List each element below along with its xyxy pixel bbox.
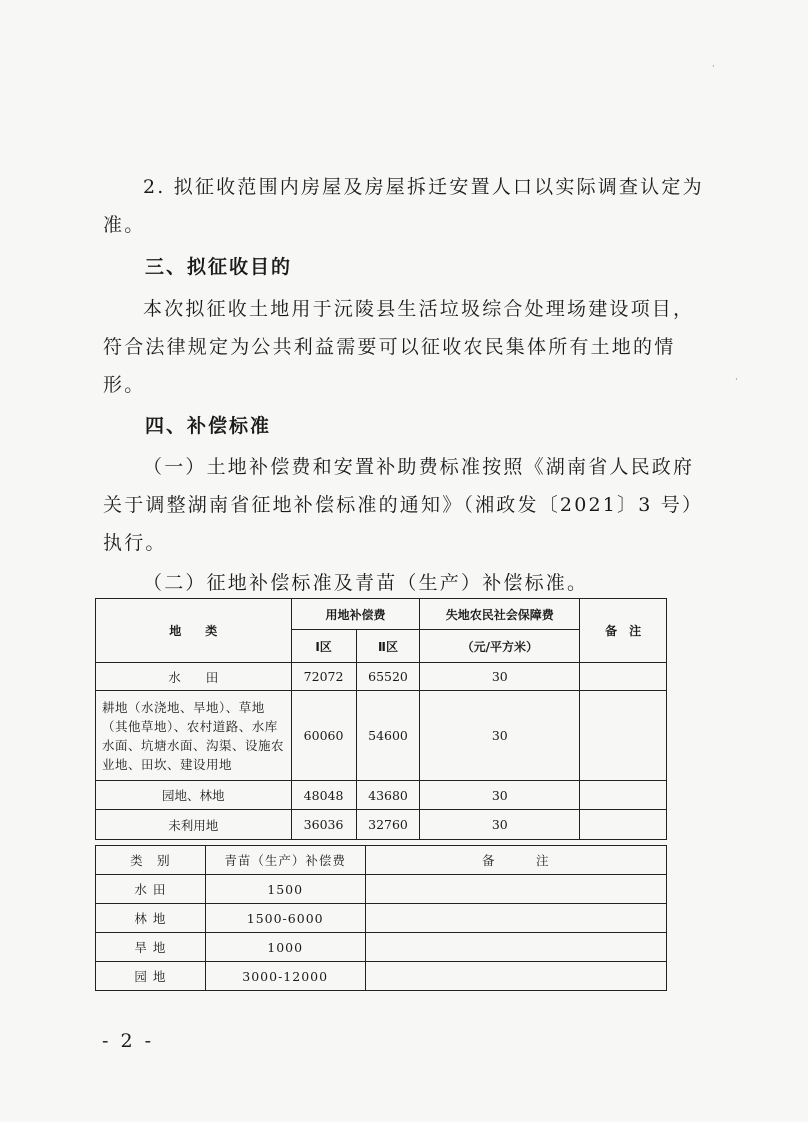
zone1-cell: 60060 xyxy=(291,691,356,781)
security-cell: 30 xyxy=(420,663,580,691)
paragraph-demolition-note: 2. 拟征收范围内房屋及房屋拆迁安置人口以实际调查认定为准。 xyxy=(103,176,704,236)
table-row xyxy=(96,904,667,933)
fee-cell: 1500-6000 xyxy=(205,904,365,933)
remark-cell xyxy=(580,810,667,840)
header-compensation: 用地补偿费 xyxy=(291,599,420,630)
seedling-compensation-table xyxy=(95,845,667,991)
fee-cell: 3000-12000 xyxy=(205,962,365,991)
header-remark: 备 注 xyxy=(580,599,667,663)
table-row xyxy=(96,663,667,691)
security-cell: 30 xyxy=(420,781,580,810)
remark-cell xyxy=(365,875,666,904)
category-cell: 林 地 xyxy=(96,904,206,933)
remark-cell xyxy=(365,933,666,962)
table-row xyxy=(96,933,667,962)
remark-cell xyxy=(580,663,667,691)
table-row xyxy=(96,875,667,904)
remark-cell xyxy=(580,781,667,810)
security-cell: 30 xyxy=(420,810,580,840)
fee-cell: 1500 xyxy=(205,875,365,904)
section-heading-3: 三、拟征收目的 xyxy=(145,256,293,278)
land-type-cell: 未利用地 xyxy=(96,810,292,840)
zone2-cell: 43680 xyxy=(356,781,420,810)
scan-speck: · xyxy=(712,62,715,72)
security-cell: 30 xyxy=(420,691,580,781)
zone1-cell: 36036 xyxy=(291,810,356,840)
category-cell: 园 地 xyxy=(96,962,206,991)
header-zone-2: Ⅱ区 xyxy=(356,630,420,663)
land-compensation-table xyxy=(95,598,667,840)
paragraph-standard-1: （一）土地补偿费和安置补助费标准按照《湖南省人民政府关于调整湖南省征地补偿标准的通知》（湘政发〔2021〕3 号）执行。 xyxy=(103,456,704,554)
header-security-fee: 失地农民社会保障费 xyxy=(420,599,580,630)
page-number: - 2 - xyxy=(102,1030,155,1052)
land-type-cell: 耕地（水浇地、旱地）、草地（其他草地）、农村道路、水库水面、坑塘水面、沟渠、设施农业地、田坎、建设用地 xyxy=(96,691,292,781)
category-cell: 旱 地 xyxy=(96,933,206,962)
section-heading-4: 四、补偿标准 xyxy=(145,415,272,437)
land-type-cell: 园地、林地 xyxy=(96,781,292,810)
zone2-cell: 32760 xyxy=(356,810,420,840)
fee-cell: 1000 xyxy=(205,933,365,962)
table-row xyxy=(96,691,667,781)
remark-cell xyxy=(365,904,666,933)
header-zone-1: Ⅰ区 xyxy=(291,630,356,663)
table-row xyxy=(96,962,667,991)
zone1-cell: 48048 xyxy=(291,781,356,810)
paragraph-purpose: 本次拟征收土地用于沅陵县生活垃圾综合处理场建设项目，符合法律规定为公共利益需要可以征收农民集体所有土地的情形。 xyxy=(103,298,695,396)
header-land-type: 地 类 xyxy=(96,599,292,663)
land-type-cell: 水 田 xyxy=(96,663,292,691)
header-seedling-fee: 青苗（生产）补偿费 xyxy=(205,846,365,875)
scan-speck: · xyxy=(735,375,738,385)
zone2-cell: 54600 xyxy=(356,691,420,781)
header-category: 类 别 xyxy=(96,846,206,875)
remark-cell xyxy=(365,962,666,991)
header-unit: （元/平方米） xyxy=(420,630,580,663)
header-remark: 备 注 xyxy=(365,846,666,875)
paragraph-standard-2: （二）征地补偿标准及青苗（生产）补偿标准。 xyxy=(143,572,589,594)
remark-cell xyxy=(580,691,667,781)
table-row xyxy=(96,781,667,810)
zone1-cell: 72072 xyxy=(291,663,356,691)
table-row xyxy=(96,810,667,840)
zone2-cell: 65520 xyxy=(356,663,420,691)
category-cell: 水 田 xyxy=(96,875,206,904)
